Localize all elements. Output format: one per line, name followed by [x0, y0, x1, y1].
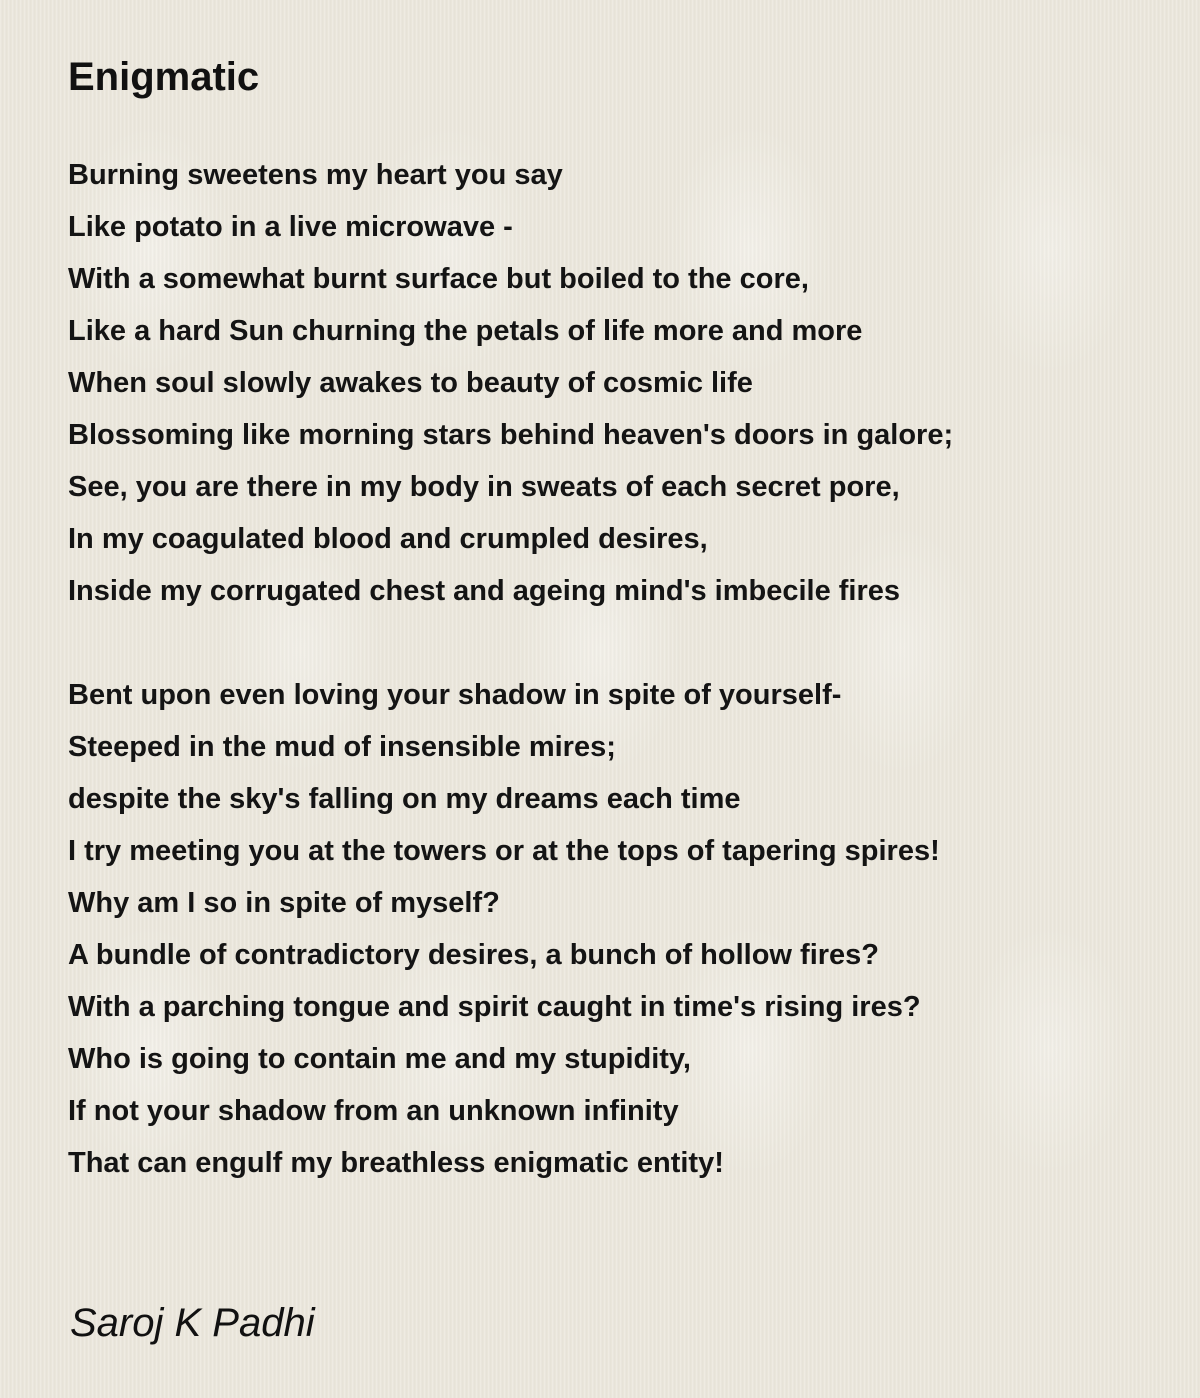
stanza-1 [68, 149, 1168, 617]
poem-line: Blossoming like morning stars behind heaven's doors in galore; [68, 419, 954, 451]
poem-author: Saroj K Padhi [70, 1301, 315, 1345]
stanza-2 [68, 669, 1168, 1189]
poem-line: Like a hard Sun churning the petals of life more and more [68, 315, 863, 347]
poem-line: Who is going to contain me and my stupidity, [68, 1043, 691, 1075]
poem-line: If not your shadow from an unknown infinity [68, 1095, 679, 1127]
poem-line: despite the sky's falling on my dreams each time [68, 783, 741, 815]
poem-line: Steeped in the mud of insensible mires; [68, 731, 616, 763]
poem-line: A bundle of contradictory desires, a bunch of hollow fires? [68, 939, 880, 971]
poem-line: Inside my corrugated chest and ageing mind's imbecile fires [68, 575, 901, 607]
poem-line: In my coagulated blood and crumpled desires, [68, 523, 708, 555]
poem-line: With a parching tongue and spirit caught in time's rising ires? [68, 991, 921, 1023]
poem-title: Enigmatic [68, 55, 260, 99]
poem-line: See, you are there in my body in sweats of each secret pore, [68, 471, 900, 503]
poem-line: I try meeting you at the towers or at the tops of tapering spires! [68, 835, 940, 867]
poem-line: Bent upon even loving your shadow in spite of yourself- [68, 679, 842, 711]
poem-line: When soul slowly awakes to beauty of cosmic life [68, 367, 753, 399]
poem-line: Burning sweetens my heart you say [68, 159, 563, 191]
poem-line: Like potato in a live microwave - [68, 211, 513, 243]
poem-line: Why am I so in spite of myself? [68, 887, 500, 919]
poem-body [68, 149, 1168, 1241]
poem-line: That can engulf my breathless enigmatic entity! [68, 1147, 724, 1179]
poem-line: With a somewhat burnt surface but boiled to the core, [68, 263, 809, 295]
